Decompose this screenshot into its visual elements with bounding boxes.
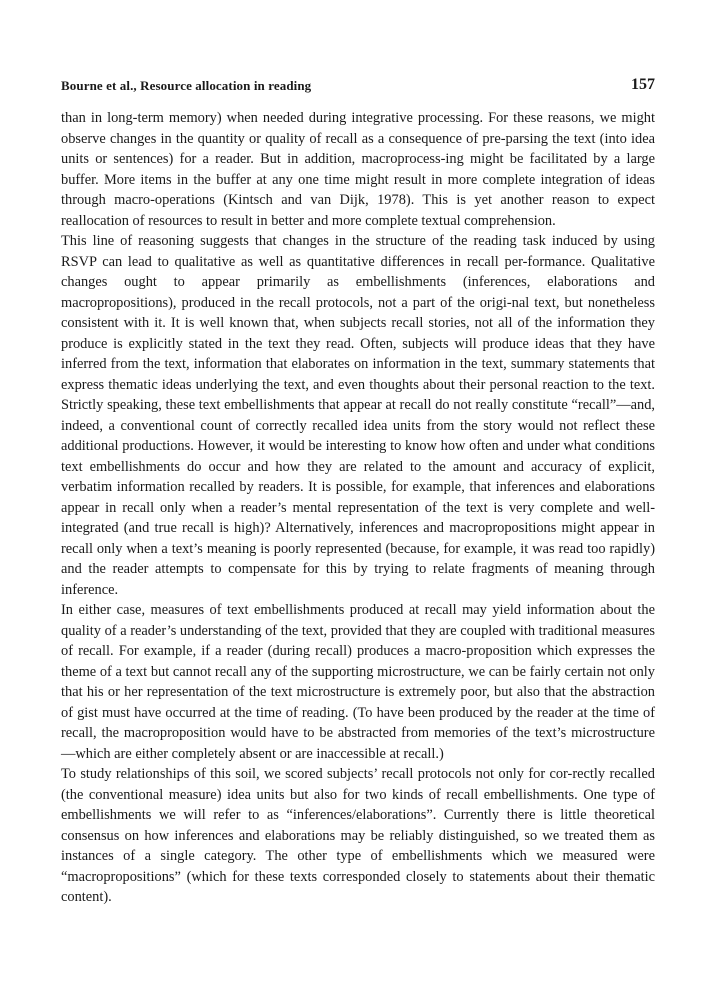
paragraph: This line of reasoning suggests that changes in the structure of the reading task induced by using RSVP can lead to qualitative as well as quantitative differences in recall per-formance. Qualitative changes ought to appear primarily as embellishments (inferences, elaborations and macropropositions), produced in the recall protocols, not a part of the origi-nal text, but nonetheless consistent with it. It is well known that, when subjects recall stories, not all of the information they produce is explicitly stated in the text they read. Often, subjects will produce ideas that they have inferred from the text, information that elaborates on information in the text, summary statements that express thematic ideas underlying the text, and even thoughts about their personal reaction to the text. Strictly speaking, these text embellishments that appear at recall do not really constitute “recall”—and, indeed, a conventional count of correctly recalled idea units from the story would not reflect these additional productions. However, it would be interesting to know how often and under what conditions text embellishments do occur and how they are related to the amount and accuracy of explicit, verbatim information recalled by readers. It is possible, for example, that inferences and elaborations appear in recall only when a reader’s mental representation of the text is very complete and well-integrated (and true recall is high)? Alternatively, inferences and macropropositions might appear in recall only when a text’s meaning is poorly represented (because, for example, it was read too rapidly) and the reader attempts to compensate for this by trying to relate fragments of meaning through inference.	[61, 233, 655, 598]
page-number: 157	[631, 76, 655, 93]
paragraph: In either case, measures of text embellishments produced at recall may yield information about the quality of a reader’s understanding of the text, provided that they are coupled with traditional measures of recall. For example, if a reader (during recall) produces a macro-proposition which expresses the theme of a text but cannot recall any of the supporting microstructure, we can be fairly certain not only that his or her representation of the text microstructure is extremely poor, but also that the abstraction of gist must have occurred at the time of reading. (To have been produced by the reader at the time of recall, the macroproposition would have to be abstracted from memories of the text’s microstructure —which are either completely absent or are inaccessible at recall.)	[61, 602, 655, 762]
running-title: Bourne et al., Resource allocation in reading	[61, 78, 312, 93]
running-head	[61, 76, 655, 98]
paragraph: To study relationships of this soil, we scored subjects’ recall protocols not only for cor-rectly recalled (the conventional measure) idea units but also for two kinds of recall embellishments. One type of embellishments we will refer to as “inferences/elaborations”. Currently there is little theoretical consensus on how inferences and elaborations may be reliably distinguished, so we treated them as instances of a single category. The other type of embellishments which we measured were “macropropositions” (which for these texts corresponded closely to statements about their thematic content).	[61, 766, 655, 905]
body-text	[61, 108, 655, 908]
paragraph: than in long-term memory) when needed during integrative processing. For these reasons, we might observe changes in the quantity or quality of recall as a consequence of pre-parsing the text (into idea units or sentences) for a reader. But in addition, macroprocess-ing might be facilitated by a large buffer. More items in the buffer at any one time might result in more complete integration of ideas through macro-operations (Kintsch and van Dijk, 1978). This is yet another reason to expect reallocation of resources to result in better and more complete textual comprehension.	[61, 110, 655, 229]
